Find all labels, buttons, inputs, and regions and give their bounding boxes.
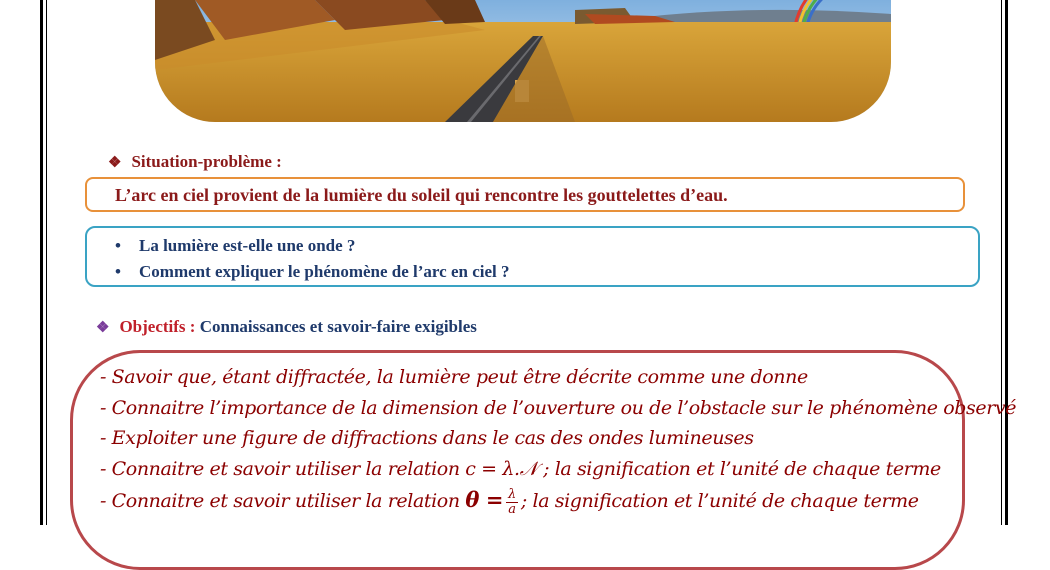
page-border-right <box>1005 0 1008 525</box>
page-border-left <box>40 0 43 525</box>
objectif-item: - Connaitre et savoir utiliser la relation c = λ.𝒩 ; la signification et l’unité de chaque terme <box>100 458 941 480</box>
situation-heading <box>108 152 282 172</box>
fraction-denominator: a <box>508 501 516 517</box>
objectif-item-theta-relation <box>100 487 919 517</box>
question-item <box>115 234 510 260</box>
question-text: Comment expliquer le phénomène de l’arc en ciel ? <box>139 262 510 281</box>
bullet-dot-icon: • <box>115 236 121 255</box>
question-item <box>115 260 510 286</box>
objectif-item: - Savoir que, étant diffractée, la lumière peut être décrite comme une donne <box>100 366 808 388</box>
situation-heading-text: Situation-problème : <box>131 152 282 171</box>
situation-statement-box <box>85 177 965 212</box>
diamond-bullet-icon: ❖ <box>108 155 122 171</box>
questions-box <box>85 226 980 287</box>
bullet-dot-icon: • <box>115 262 121 281</box>
objectif-item: - Connaitre l’importance de la dimension de l’ouverture ou de l’obstacle sur le phénomène observé <box>100 397 1017 419</box>
objectif-prefix: - Connaitre et savoir utiliser la relation <box>100 490 466 512</box>
objectif-suffix: ; la signification et l’unité de chaque terme <box>520 490 919 512</box>
situation-statement: L’arc en ciel provient de la lumière du soleil qui rencontre les gouttelettes d’eau. <box>115 185 728 205</box>
page-border-left-inner <box>46 0 47 525</box>
objectif-item: - Exploiter une figure de diffractions dans le cas des ondes lumineuses <box>100 427 754 449</box>
page-border-right-inner <box>1001 0 1002 525</box>
fraction-numerator: λ <box>508 486 516 502</box>
lambda-over-a-fraction <box>506 488 518 517</box>
theta-lhs: θ = <box>465 487 504 512</box>
objectifs-heading <box>96 317 477 337</box>
questions-list <box>115 234 510 286</box>
objectifs-label: Objectifs : <box>119 317 196 336</box>
question-text: La lumière est-elle une onde ? <box>139 236 356 255</box>
diamond-bullet-icon: ❖ <box>96 320 110 336</box>
rainbow-landscape-photo <box>155 0 891 122</box>
objectifs-subtitle: Connaissances et savoir-faire exigibles <box>199 317 477 336</box>
